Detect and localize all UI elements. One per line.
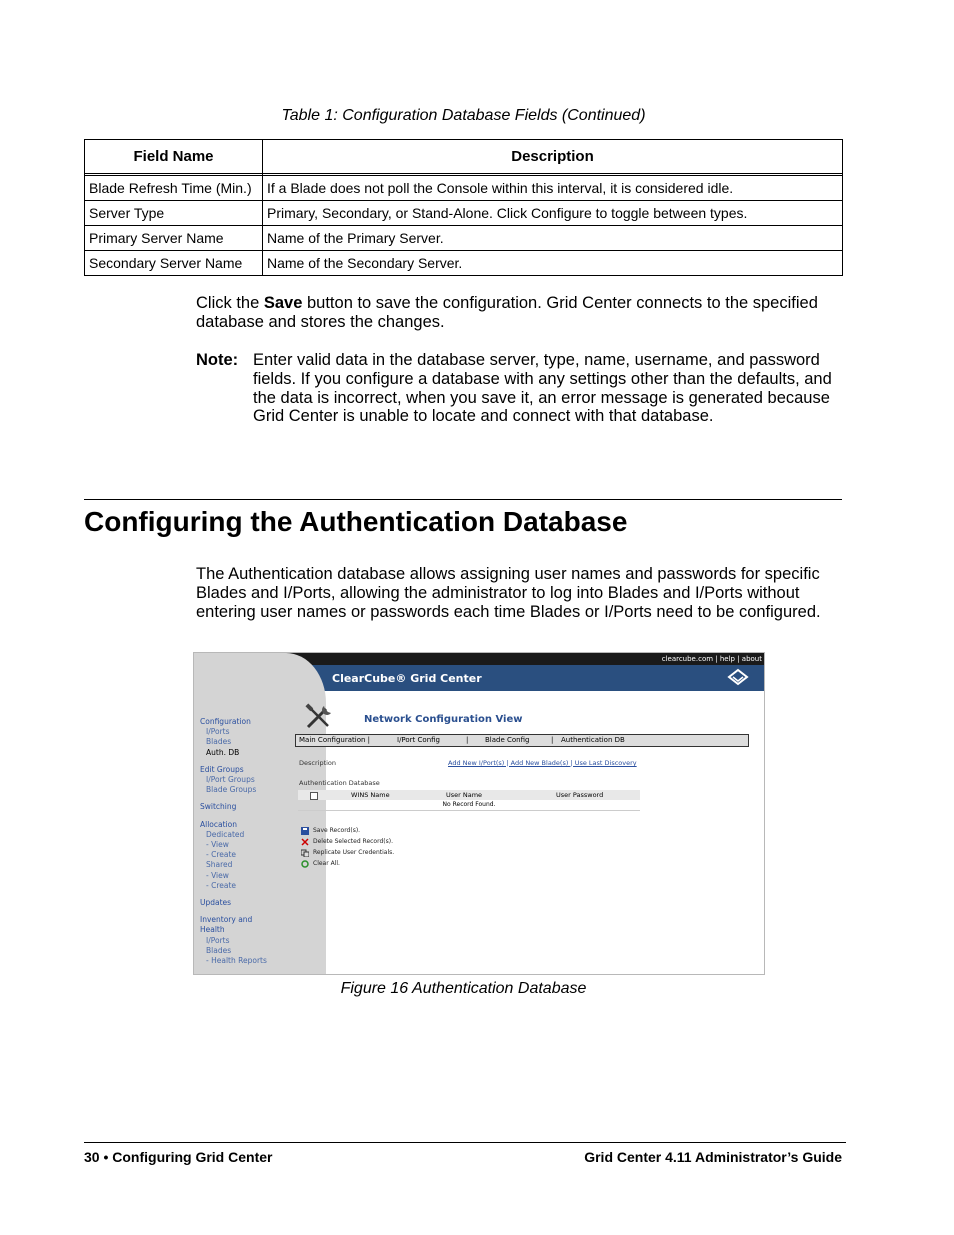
save-icon <box>301 827 309 835</box>
replicate-credentials-action[interactable] <box>301 847 394 858</box>
authentication-database-screenshot <box>193 652 765 975</box>
table-row <box>85 226 843 251</box>
footer-divider <box>84 1142 846 1143</box>
field-name-cell: Primary Server Name <box>85 226 263 251</box>
table-header-row <box>85 140 843 174</box>
description-cell: If a Blade does not poll the Console within this interval, it is considered idle. <box>263 176 843 201</box>
no-record-row: No Record Found. <box>298 800 640 811</box>
nav-item[interactable]: - Health Reports <box>206 956 267 966</box>
save-para-text-2: button to save the configuration. Grid Center connects to the specified database and stores the changes. <box>196 294 818 331</box>
nav-item[interactable]: I/Port Groups <box>206 775 255 785</box>
record-actions <box>301 825 394 869</box>
column-header-field-name: Field Name <box>85 140 263 174</box>
refresh-icon <box>301 860 309 868</box>
screenshot-brand: ClearCube® Grid Center <box>332 672 482 685</box>
description-cell: Name of the Secondary Server. <box>263 251 843 276</box>
screenshot-tab-bar <box>295 734 749 747</box>
nav-item[interactable]: Dedicated <box>206 829 245 839</box>
tab-blade-config[interactable]: Blade Config <box>485 736 530 744</box>
network-configuration-view-title: Network Configuration View <box>364 714 523 725</box>
table-row <box>85 176 843 201</box>
credentials-grid <box>298 790 640 811</box>
figure-caption: Figure 16 Authentication Database <box>340 980 587 997</box>
nav-item[interactable]: Inventory and Health <box>200 915 253 935</box>
nav-item[interactable]: Updates <box>200 898 232 908</box>
clearcube-logo-icon <box>727 668 749 688</box>
grid-header-wins-name: WINS Name <box>351 791 390 799</box>
nav-item[interactable]: Shared <box>206 860 233 870</box>
nav-item[interactable]: - Create <box>206 850 237 860</box>
nav-item[interactable]: - View <box>206 870 229 880</box>
nav-item[interactable]: Edit Groups <box>200 764 244 774</box>
authentication-database-label: Authentication Database <box>299 779 380 787</box>
save-keyword: Save <box>263 294 303 312</box>
nav-item[interactable]: Blades <box>206 737 232 747</box>
note-label: Note: <box>196 351 239 369</box>
clear-all-label: Clear All. <box>313 860 340 867</box>
nav-item[interactable]: Blades <box>206 945 232 955</box>
table-row <box>85 251 843 276</box>
nav-item[interactable]: Allocation <box>200 819 237 829</box>
section-heading: Configuring the Authentication Database <box>84 506 628 537</box>
footer-page-section: 30 • Configuring Grid Center <box>84 1149 273 1165</box>
nav-item[interactable]: - Create <box>206 880 237 890</box>
description-label: Description <box>299 759 337 767</box>
description-cell: Name of the Primary Server. <box>263 226 843 251</box>
note-text: Enter valid data in the database server, type, name, username, and password fields. If you configure a database with any settings other than the defaults, and the data is incorrect, when you save it, an error message is generated because Grid Center is unable to locate and connect with that database. <box>253 351 832 426</box>
replicate-icon <box>301 849 309 857</box>
clear-all-action[interactable] <box>301 858 394 869</box>
tab-main-configuration[interactable]: Main Configuration | <box>299 736 370 744</box>
add-links[interactable]: Add New I/Port(s) | Add New Blade(s) | Use Last Discovery <box>448 759 637 767</box>
replicate-credentials-label: Replicate User Credentials. <box>313 849 395 856</box>
configuration-fields-table <box>84 139 843 276</box>
save-records-action[interactable] <box>301 825 394 836</box>
field-name-cell: Secondary Server Name <box>85 251 263 276</box>
screenshot-top-links: clearcube.com | help | about <box>286 653 765 665</box>
delete-records-label: Delete Selected Record(s). <box>313 838 393 845</box>
description-row <box>299 759 644 767</box>
section-paragraph: The Authentication database allows assigning user names and passwords for specific Blades and I/Ports, allowing the administrator to log into Blades and I/Ports without entering user names or passwords each time Blades or I/Ports need to be configured. <box>196 565 821 621</box>
footer-guide-title: Grid Center 4.11 Administrator’s Guide <box>584 1149 842 1165</box>
column-header-description: Description <box>263 140 843 174</box>
description-cell: Primary, Secondary, or Stand-Alone. Click Configure to toggle between types. <box>263 201 843 226</box>
nav-item[interactable]: - View <box>206 840 229 850</box>
save-para-text-1: Click the <box>196 294 264 312</box>
screenshot-nav-menu <box>200 717 270 966</box>
table-caption: Table 1: Configuration Database Fields (Continued) <box>281 107 646 124</box>
tab-separator: | <box>466 736 469 744</box>
tab-authentication-db[interactable]: Authentication DB <box>561 736 625 744</box>
grid-header-user-password: User Password <box>556 791 604 799</box>
nav-item[interactable]: Blade Groups <box>206 785 257 795</box>
field-name-cell: Server Type <box>85 201 263 226</box>
tools-icon <box>304 703 334 731</box>
nav-item[interactable]: Auth. DB <box>206 747 240 757</box>
grid-header-user-name: User Name <box>446 791 483 799</box>
delete-records-action[interactable] <box>301 836 394 847</box>
delete-icon <box>301 838 309 846</box>
nav-item[interactable]: I/Ports <box>206 727 230 737</box>
select-all-checkbox[interactable] <box>310 792 318 800</box>
screenshot-banner-curve <box>286 653 326 975</box>
nav-item[interactable]: I/Ports <box>206 935 230 945</box>
nav-item[interactable]: Switching <box>200 802 237 812</box>
nav-item[interactable]: Configuration <box>200 717 251 726</box>
section-divider <box>84 499 842 500</box>
table-row <box>85 201 843 226</box>
save-records-label: Save Record(s). <box>313 827 361 834</box>
field-name-cell: Blade Refresh Time (Min.) <box>85 176 263 201</box>
grid-header-row <box>298 790 640 800</box>
tab-iport-config[interactable]: I/Port Config <box>397 736 440 744</box>
tab-separator: | <box>551 736 554 744</box>
save-paragraph <box>196 294 846 332</box>
